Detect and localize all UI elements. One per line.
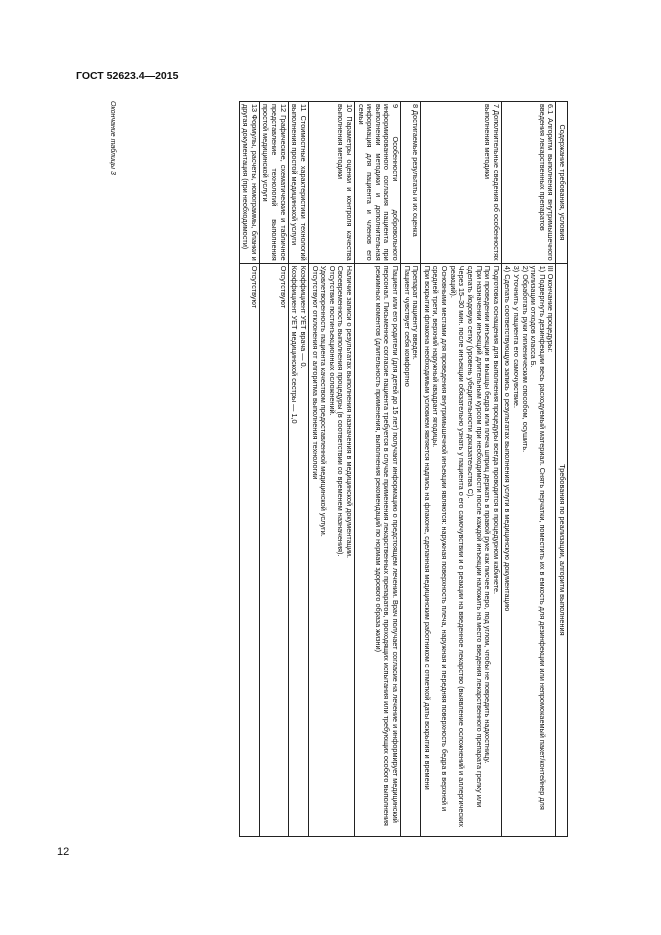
table-row [401, 102, 421, 837]
row-requirements-10 [308, 263, 354, 836]
req-line: III Окончание процедуры: [546, 265, 556, 353]
row-condition-10: 10 Параметры оценки и контроля качества выполнения методики [308, 102, 354, 264]
req-line: Отсутствуют отклонения от алгоритма выполнения технологии [310, 265, 320, 480]
row-requirements-12 [259, 263, 288, 836]
req-line: Пациент чувствует себя комфортно [402, 265, 412, 387]
req-line: Пациент или его родители (для детей до 15 лет) получают информацию о предстоящем лечении. Врач получает согласие на лечение и информирует медицинский персонал. Письменное согласие пациента требуется в случае применения лекарственных препаратов, проходящих испытания или требующих особого выполнения режимных моментов (длительность применения, выполнения рекомендаций по нормам здорового образа жизни) [373, 265, 401, 826]
rotated-table-area [100, 101, 568, 837]
req-line: Подготовка оснащения для выполнения процедуры всегда проводится в процедурном кабинете. [491, 265, 501, 595]
req-line: Отсутствуют [278, 265, 288, 309]
table-row [259, 102, 288, 837]
row-requirements-8 [401, 263, 421, 836]
req-line: Отсутствуют [249, 265, 259, 309]
table-row [421, 102, 501, 837]
req-line: 2) Обработать руки гигиеническим способом, осушить. [520, 265, 530, 453]
req-line: При вскрытии флакона необходимым условием является надпись на флаконе, сделанная медицинским работником с отметкой даты вскрытия и времени [422, 265, 432, 790]
row-condition-8: 8 Достигаемые результаты и их оценка [401, 102, 421, 264]
req-line: Отсутствие постинъекционных осложнений. [327, 265, 337, 416]
row-condition-6-1: 6.1 Алгоритм выполнения внутримышечного введения лекарственных препаратов [501, 102, 556, 264]
req-line: 1) Подвергнуть дезинфекции весь расходуемый материал. Снять перчатки, поместить их в емкость для дезинфекции или непромокаемый пакет/контейнер для утилизации отходов класса Б. [529, 265, 547, 810]
row-condition-7: 7 Дополнительные сведения об особенностях выполнения методики [421, 102, 501, 264]
document-header: ГОСТ 52623.4—2015 [76, 70, 179, 82]
row-condition-11: 11 Стоимостные характеристики технологий выполнения простой медицинской услуги [288, 102, 308, 264]
column-header-requirements: Требования по реализации, алгоритм выполнения [556, 263, 568, 836]
table-row [239, 102, 259, 837]
procedure-table [239, 101, 568, 837]
table-row [501, 102, 556, 837]
req-line: При проведении инъекции в мышцы бедра или плеча шприц держать в правой руке как писчее перо, под углом, чтобы не повредить надкостницу. [483, 265, 493, 764]
table-row [308, 102, 354, 837]
req-line: Удовлетворенность пациента качеством предоставленной медицинской услуги. [319, 265, 329, 537]
req-line: Наличие записи о результатах выполнения назначения в медицинской документации. [344, 265, 354, 559]
req-line: 3) Уточнить у пациента его самочувствие. [511, 265, 521, 408]
row-condition-9: 9 Особенности добровольного информированного согласия пациента при выполнении методики и дополнительная информация для пациента и членов его семьи [354, 102, 400, 264]
req-line: Через 15–30 мин. после инъекции обязательно узнать у пациента о его самочувствии и о реакции на введенное лекарство (выявление осложнений и аллергических реакций). [448, 265, 467, 827]
req-line: Основными местами для проведения внутримышечной инъекции являются: наружная поверхность плеча, наружная и передняя поверхность бедра в верхней и средней трети, верхний наружный квадрант ягодицы. [431, 265, 450, 812]
req-line: При назначении инъекций длительным курсом при необходимости после каждой инъекции наложить на место введения лекарственного препарата грелку или сделать йодовую сетку (уровень убедительности доказательства С). [465, 265, 484, 808]
table-caption: Окончание таблицы 3 [109, 101, 116, 175]
table-header-row [556, 102, 568, 837]
req-line: Коэффициент УЕТ врача — 0. [298, 265, 308, 369]
req-line: Своевременность выполнения процедуры (в соответствии со временем назначения). [336, 265, 346, 557]
row-requirements-7 [421, 263, 501, 836]
req-line: 4) Сделать соответствующую запись о результатах выполнения услуги в медицинскую документацию [503, 265, 513, 612]
req-line: Коэффициент УЕТ медицинской сестры — 1,0 [290, 265, 300, 424]
table-row [288, 102, 308, 837]
table-row [354, 102, 400, 837]
column-header-condition: Содержание требования, условия [556, 102, 568, 264]
req-line: Препарат пациенту введен. [411, 265, 421, 360]
page-number: 12 [57, 846, 70, 858]
row-condition-13: 13 Формулы, расчеты, номограммы, бланки и другая документация (при необходимости) [239, 102, 259, 264]
row-condition-12: 12 Графическое, схематические и табличное представление технологий выполнения простой медицинской услуги [259, 102, 288, 264]
row-requirements-9 [354, 263, 400, 836]
row-requirements-11 [288, 263, 308, 836]
row-requirements-13 [239, 263, 259, 836]
row-requirements-6-1 [501, 263, 556, 836]
